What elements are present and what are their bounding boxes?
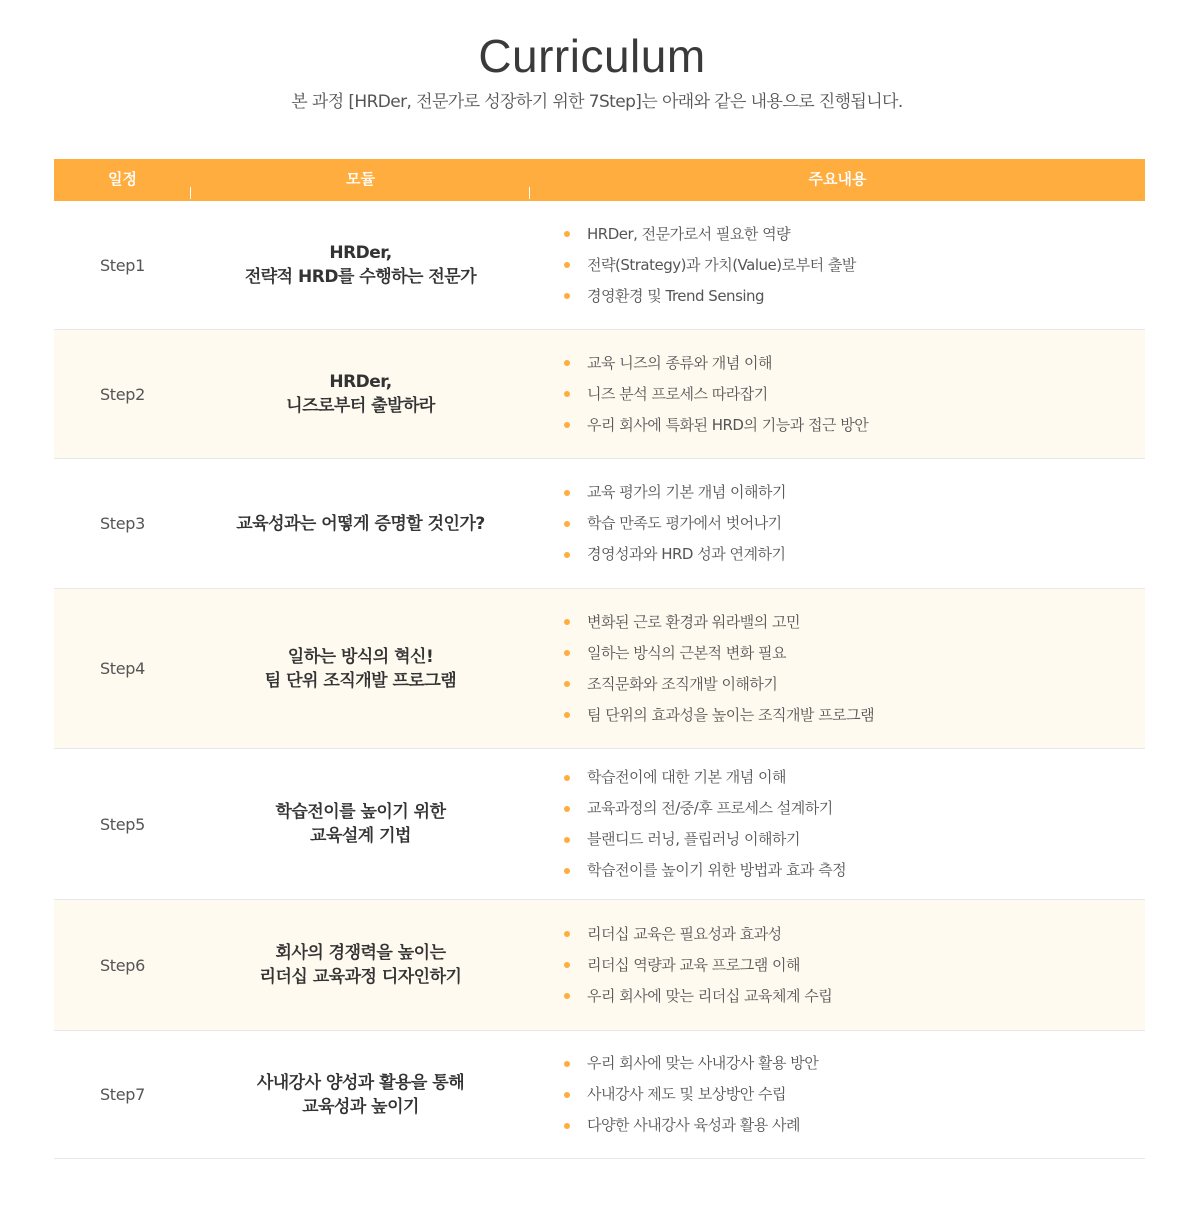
- content-item: [564, 824, 1145, 855]
- content-cell: [530, 589, 1145, 748]
- content-item-text: 학습전이를 높이기 위한 방법과 효과 측정: [587, 861, 847, 879]
- content-item: [564, 508, 1145, 539]
- table-row: [54, 900, 1145, 1031]
- bullet-dot-icon: [564, 619, 570, 625]
- content-item: [564, 219, 1145, 250]
- bullet-dot-icon: [564, 712, 570, 718]
- content-item: [564, 607, 1145, 638]
- module-cell: [191, 900, 530, 1030]
- column-header-module: 모듈: [346, 170, 375, 188]
- content-item: [564, 1110, 1145, 1141]
- bullet-dot-icon: [564, 360, 570, 366]
- table-row: [54, 201, 1145, 330]
- step-label: Step7: [99, 1085, 146, 1104]
- bullet-dot-icon: [564, 490, 570, 496]
- module-title-line: 리더십 교육과정 디자인하기: [259, 967, 462, 987]
- column-header-schedule: 일정: [108, 170, 137, 188]
- content-cell: [530, 459, 1145, 588]
- step-label: Step5: [99, 814, 146, 834]
- column-header-content: 주요내용: [808, 170, 867, 188]
- bullet-dot-icon: [564, 293, 570, 299]
- module-title-line: HRDer,: [329, 243, 392, 263]
- content-item-text: 전략(Strategy)과 가치(Value)로부터 출발: [587, 255, 856, 274]
- bullet-dot-icon: [564, 650, 570, 656]
- content-item-text: 학습전이에 대한 기본 개념 이해: [587, 768, 786, 786]
- module-title-line: 학습전이를 높이기 위한: [275, 802, 446, 822]
- content-item: [564, 638, 1145, 669]
- module-title-line: 팀 단위 조직개발 프로그램: [264, 670, 457, 691]
- page-subtitle: 본 과정 [HRDer, 전문가로 성장하기 위한 7Step]는 아래와 같은 내용으로 진행됩니다.: [291, 92, 903, 112]
- bullet-dot-icon: [564, 1061, 570, 1067]
- bullet-dot-icon: [564, 262, 570, 268]
- content-item-text: 변화된 근로 환경과 워라밸의 고민: [587, 612, 800, 631]
- content-item: [564, 348, 1145, 379]
- bullet-dot-icon: [564, 962, 570, 968]
- content-item: [564, 762, 1145, 793]
- content-item-text: 다양한 사내강사 육성과 활용 사례: [587, 1116, 800, 1134]
- step-label: Step3: [99, 514, 146, 533]
- module-title-line: 교육성과 높이기: [302, 1096, 419, 1117]
- bullet-dot-icon: [564, 837, 570, 843]
- content-item-text: 우리 회사에 맞는 사내강사 활용 방안: [587, 1054, 819, 1072]
- content-item-text: 우리 회사에 특화된 HRD의 기능과 접근 방안: [587, 415, 869, 434]
- module-title-line: 교육성과는 어떻게 증명할 것인가?: [236, 513, 485, 534]
- bullet-dot-icon: [564, 1092, 570, 1098]
- module-title-line: HRDer,: [329, 372, 392, 392]
- step-label: Step6: [99, 955, 146, 975]
- header-divider: [190, 187, 191, 199]
- content-cell: [530, 900, 1145, 1030]
- step-label: Step2: [99, 384, 146, 404]
- content-item-text: 교육 니즈의 종류와 개념 이해: [587, 353, 772, 372]
- bullet-dot-icon: [564, 1123, 570, 1129]
- content-item-text: 경영환경 및 Trend Sensing: [587, 286, 765, 305]
- content-item: [564, 379, 1145, 410]
- table-row: [54, 749, 1145, 900]
- content-item: [564, 855, 1145, 886]
- bullet-dot-icon: [564, 422, 570, 428]
- header-divider: [529, 187, 530, 199]
- table-header: [54, 159, 1145, 201]
- bullet-dot-icon: [564, 681, 570, 687]
- bullet-dot-icon: [564, 775, 570, 781]
- bullet-dot-icon: [564, 391, 570, 397]
- content-item-text: 교육과정의 전/중/후 프로세스 설계하기: [587, 799, 833, 817]
- content-item-text: 조직문화와 조직개발 이해하기: [587, 674, 778, 693]
- table-row: [54, 459, 1145, 589]
- module-cell: [191, 459, 530, 588]
- module-title-line: 회사의 경쟁력을 높이는: [275, 943, 446, 963]
- content-item: [564, 477, 1145, 508]
- content-item-text: 교육 평가의 기본 개념 이해하기: [587, 483, 786, 501]
- content-item-text: 블랜디드 러닝, 플립러닝 이해하기: [587, 830, 800, 848]
- content-item: [564, 1048, 1145, 1079]
- module-cell: [191, 589, 530, 748]
- bullet-dot-icon: [564, 993, 570, 999]
- bullet-dot-icon: [564, 806, 570, 812]
- content-cell: [530, 1031, 1145, 1158]
- content-item: [564, 669, 1145, 700]
- table-row: [54, 330, 1145, 459]
- bullet-dot-icon: [564, 521, 570, 527]
- page-title: Curriculum: [478, 30, 706, 82]
- content-item-text: 리더십 교육은 필요성과 효과성: [587, 924, 782, 943]
- step-label: Step1: [99, 255, 146, 275]
- content-item: [564, 250, 1145, 281]
- module-title-line: 교육설계 기법: [310, 826, 411, 846]
- step-label: Step4: [99, 659, 146, 678]
- bullet-dot-icon: [564, 552, 570, 558]
- content-item: [564, 793, 1145, 824]
- content-cell: [530, 201, 1145, 329]
- content-item: [564, 700, 1145, 731]
- module-title-line: 사내강사 양성과 활용을 통해: [256, 1072, 465, 1093]
- content-cell: [530, 330, 1145, 458]
- content-item-text: 우리 회사에 맞는 리더십 교육체계 수립: [587, 986, 833, 1005]
- module-title-line: 니즈로부터 출발하라: [286, 396, 435, 416]
- content-item-text: 팀 단위의 효과성을 높이는 조직개발 프로그램: [587, 705, 875, 724]
- module-cell: [191, 749, 530, 899]
- bullet-dot-icon: [564, 231, 570, 237]
- module-cell: [191, 1031, 530, 1158]
- content-item: [564, 539, 1145, 570]
- table-row: [54, 589, 1145, 749]
- content-item: [564, 1079, 1145, 1110]
- bullet-dot-icon: [564, 931, 570, 937]
- content-item: [564, 281, 1145, 312]
- content-item-text: 니즈 분석 프로세스 따라잡기: [587, 384, 768, 403]
- bullet-dot-icon: [564, 868, 570, 874]
- content-item-text: 일하는 방식의 근본적 변화 필요: [587, 643, 786, 662]
- module-title-line: 전략적 HRD를 수행하는 전문가: [244, 267, 477, 287]
- content-cell: [530, 749, 1145, 899]
- curriculum-table: [54, 159, 1145, 1159]
- table-body: [54, 201, 1145, 1159]
- content-item: [564, 919, 1145, 950]
- table-row: [54, 1031, 1145, 1159]
- content-item: [564, 410, 1145, 441]
- content-item-text: 경영성과와 HRD 성과 연계하기: [587, 545, 786, 563]
- content-item: [564, 981, 1145, 1012]
- content-item: [564, 950, 1145, 981]
- module-title-line: 일하는 방식의 혁신!: [287, 646, 434, 667]
- content-item-text: 리더십 역량과 교육 프로그램 이해: [587, 955, 800, 974]
- module-cell: [191, 201, 530, 329]
- module-cell: [191, 330, 530, 458]
- content-item-text: 학습 만족도 평가에서 벗어나기: [587, 514, 782, 532]
- content-item-text: HRDer, 전문가로서 필요한 역량: [587, 224, 791, 243]
- content-item-text: 사내강사 제도 및 보상방안 수립: [587, 1085, 786, 1103]
